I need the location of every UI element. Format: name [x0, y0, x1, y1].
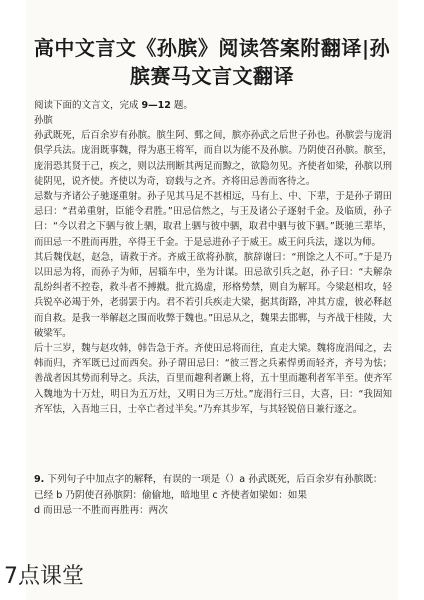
document-title [26, 34, 398, 90]
instruction-text [34, 98, 390, 113]
question-9 [34, 472, 392, 519]
passage [34, 113, 392, 417]
question-range: 9—12 [141, 100, 171, 111]
instruction-lead: 阅读下面的文言文，完成 [34, 100, 142, 111]
instruction-tail: 题。 [170, 100, 193, 111]
title-line-2: 膑赛马文言文翻译 [130, 64, 294, 88]
question-stem: 下列句子中加点字的解释，有误的一项是（）a 孙武既死，后百余岁有孙膑既：已经 b 乃阴使召孙膑阴：偷偷地，暗地里 c 齐使者如梁如：如果 [34, 474, 383, 501]
option-d: d 而田忌一不胜而再胜再：两次 [34, 505, 168, 516]
document-page [26, 0, 398, 600]
passage-paragraph: 后十三岁，魏与赵攻韩，韩告急于齐。齐使田忌将而往，直走大梁。魏将庞涓闻之，去韩而归，齐军既已过而西矣。孙子谓田忌曰：“彼三晋之兵素悍勇而轻齐，齐号为怯；善战者因其势而利导之。兵法，百里而趣利者蹶上将，五十里而趣利者军半至。使齐军入魏地为十万灶，明日为五万灶，又明日为三万灶。”庞涓行三日，大喜，曰：“我固知齐军怯，入吾地三日，士卒亡者过半矣。”乃弃其步军，与其轻锐倍日兼行逐之。 [34, 343, 392, 415]
watermark-text: 7点课堂 [4, 564, 84, 589]
passage-paragraph: 其后魏伐赵，赵急，请救于齐。齐威王欲将孙膑，膑辞谢曰：“刑馀之人不可。”于是乃以田忌为将，而孙子为师，居辎车中，坐为计谋。田忌欲引兵之赵，孙子曰：“夫解杂乱纷纠者不控卷，救斗者不搏撠。批亢捣虚，形格势禁，则自为解耳。今梁赵相攻，轻兵锐卒必竭于外，老弱罢于内。君不若引兵疾走大梁，据其街路，冲其方虚，彼必释赵而自救。是我一举解赵之围而收弊于魏也。”田忌从之，魏果去邯郸，与齐战于桂陵，大破梁军。 [34, 251, 392, 339]
title-line-1: 高中文言文《孙膑》阅读答案附翻译|孙 [33, 36, 391, 60]
passage-paragraph: 孙武既死，后百余岁有孙膑。膑生阿、鄄之间，膑亦孙武之后世子孙也。孙膑尝与庞涓俱学兵法。庞涓既事魏，得为惠王将军，而自以为能不及孙膑。乃阴使召孙膑。膑至，庞涓恐其贤于己，疾之，则以法刑断其两足而黥之，欲隐勿见。齐使者如梁，孙膑以刑徒阴见，说齐使。齐使以为奇，窃载与之齐。齐将田忌善而客待之。 [34, 130, 392, 187]
passage-paragraph: 忌数与齐诸公子驰逐重射。孙子见其马足不甚相远，马有上、中、下辈，于是孙子谓田忌曰：“君弟重射，臣能令君胜。”田忌信然之，与王及诸公子逐射千金。及临质，孙子曰：“今以君之下驷与彼上驷，取君上驷与彼中驷，取君中驷与彼下驷。”既驰三辈毕，而田忌一不胜而再胜，卒得王千金。于是忌进孙子于威王。威王问兵法，遂以为师。 [34, 191, 392, 248]
question-number: 9. [34, 474, 45, 485]
passage-heading: 孙膑 [34, 115, 53, 126]
